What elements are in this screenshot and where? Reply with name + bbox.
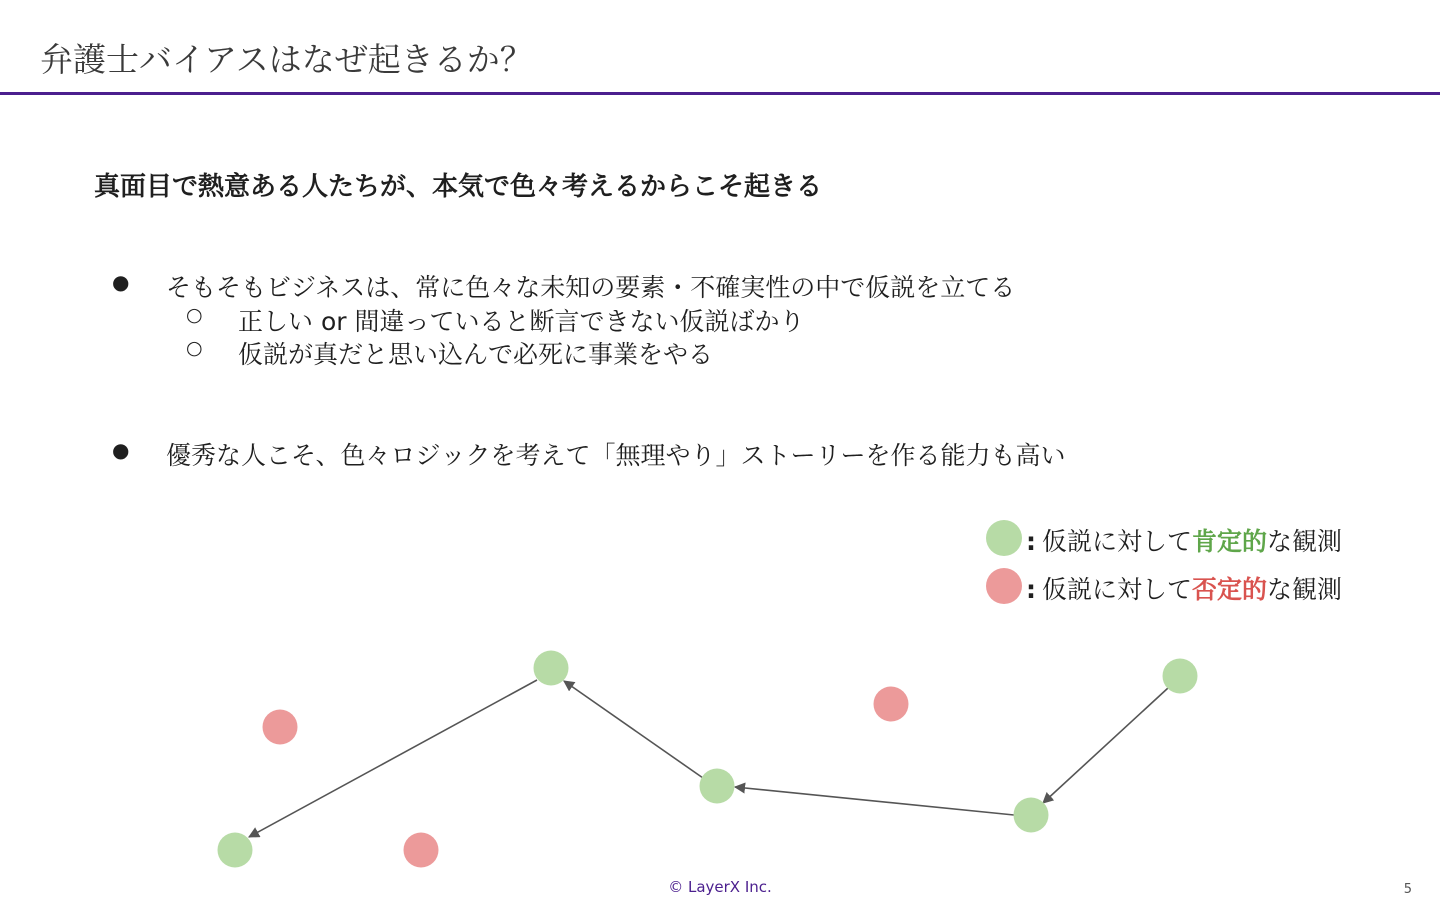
legend-emphasis-positive: 肯定的 [1192, 527, 1268, 556]
arrow-3 [564, 681, 703, 778]
legend-colon: : [1026, 575, 1036, 604]
footer-copyright: © LayerX Inc. [668, 878, 772, 896]
bullet-marker: ● [112, 270, 130, 294]
bullet-text: 優秀な人こそ、色々ロジックを考えて「無理やり」ストーリーを作る能力も高い [166, 441, 1066, 470]
positive-observation-dot [986, 520, 1022, 556]
page-number: 5 [1403, 882, 1412, 897]
legend-negative-label [1026, 570, 1342, 606]
sub-bullet-marker: ○ [186, 337, 203, 359]
arrow-4 [249, 680, 537, 837]
sub-bullet-text: 正しい or 間違っていると断言できない仮説ばかり [238, 307, 805, 336]
negative-observation-dot [263, 710, 298, 745]
legend-emphasis-negative: 否定的 [1192, 575, 1268, 604]
observation-diagram [0, 640, 1440, 876]
positive-observation-dot [700, 769, 735, 804]
positive-observation-dot [534, 651, 569, 686]
legend-prefix: 仮説に対して [1042, 575, 1193, 604]
legend-prefix: 仮説に対して [1042, 527, 1193, 556]
legend-suffix: な観測 [1267, 575, 1343, 604]
slide-title: 弁護士バイアスはなぜ起きるか？ [40, 40, 533, 79]
positive-observation-dot [1163, 659, 1198, 694]
legend-colon: : [1026, 527, 1036, 556]
legend-suffix: な観測 [1267, 527, 1343, 556]
legend-positive-label [1026, 522, 1342, 558]
arrow-2 [735, 787, 1014, 815]
bullet-text: そもそもビジネスは、常に色々な未知の要素・不確実性の中で仮説を立てる [166, 273, 1016, 302]
positive-observation-dot [1014, 798, 1049, 833]
sub-bullet-text: 仮説が真だと思い込んで必死に事業をやる [238, 340, 714, 369]
negative-observation-dot [404, 833, 439, 868]
negative-observation-dot [986, 568, 1022, 604]
slide-subtitle: 真面目で熱意ある人たちが、本気で色々考えるからこそ起きる [94, 172, 823, 202]
bullet-marker: ● [112, 438, 130, 462]
positive-observation-dot [218, 833, 253, 868]
sub-bullet-marker: ○ [186, 304, 203, 326]
arrow-1 [1043, 688, 1168, 803]
title-divider [0, 92, 1440, 95]
negative-observation-dot [874, 687, 909, 722]
